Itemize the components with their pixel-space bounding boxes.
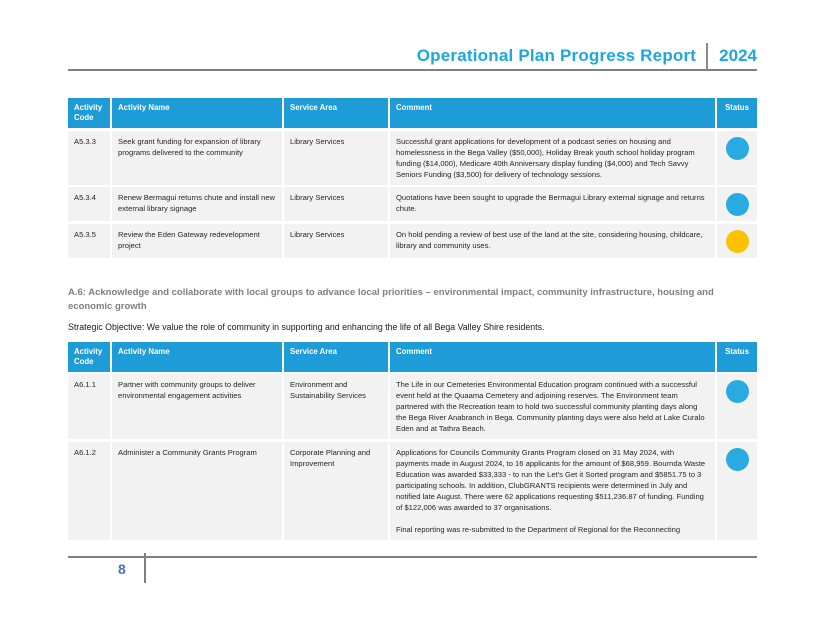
comment-cell: Successful grant applications for development of a podcast series on housing and homelessness in the Bega Valley ($50,000), Holiday Break youth school holiday program funding ($14,000), Medicare 40th Anniversary display funding ($4,000) and Tech Savvy Seniors Funding ($3,500) for delivery of technology sessions.: [390, 131, 715, 185]
progress-table-a5: [68, 98, 757, 258]
page-number: 8: [118, 561, 126, 577]
activity-code-cell: A5.3.3: [68, 131, 110, 185]
status-indicator-icon: [726, 193, 749, 216]
report-year: 2024: [719, 45, 757, 65]
table-row: [68, 187, 757, 221]
table-header-row: [68, 98, 757, 128]
comment-cell: The Life in our Cemeteries Environmental Education program continued with a successful event held at the Quaama Cemetery and adjoining reserves. The Environment team partnered with the Recreation team to hold two successful community planting days along the Bega River Anabranch in Bega. Community planting days were also held at Lake Curalo Eden and at Tathra Beach.: [390, 374, 715, 439]
report-header: [68, 42, 757, 69]
service-area-cell: Library Services: [284, 187, 388, 221]
activity-code-cell: A5.3.4: [68, 187, 110, 221]
status-cell: [717, 442, 757, 540]
column-header-comment: Comment: [390, 342, 715, 372]
comment-cell: On hold pending a review of best use of the land at the site, considering housing, childcare, library and community uses.: [390, 224, 715, 258]
comment-paragraph: Final reporting was re-submitted to the Department of Regional for the Reconnecting: [396, 524, 681, 534]
table-row: [68, 442, 757, 540]
status-indicator-icon: [726, 230, 749, 253]
header-divider: [706, 43, 708, 69]
table-row: [68, 374, 757, 439]
table-row: [68, 131, 757, 185]
status-cell: [717, 374, 757, 439]
column-header-activity-name: Activity Name: [112, 342, 282, 372]
status-indicator-icon: [726, 380, 749, 403]
strategic-objective: Strategic Objective: We value the role of community in supporting and enhancing the life of all Bega Valley Shire residents.: [68, 321, 545, 332]
service-area-cell: Corporate Planning and Improvement: [284, 442, 388, 540]
status-cell: [717, 224, 757, 258]
activity-code-cell: A6.1.2: [68, 442, 110, 540]
activity-name-cell: Renew Bermagui returns chute and install new external library signage: [112, 187, 282, 221]
status-cell: [717, 187, 757, 221]
column-header-status: Status: [717, 342, 757, 372]
column-header-activity-code: Activity Code: [68, 98, 110, 128]
footer-divider: [144, 553, 146, 583]
header-rule: [68, 69, 757, 71]
column-header-service-area: Service Area: [284, 342, 388, 372]
service-area-cell: Library Services: [284, 224, 388, 258]
table-header-row: [68, 342, 757, 372]
activity-name-cell: Partner with community groups to deliver environmental engagement activities: [112, 374, 282, 439]
activity-code-cell: A5.3.5: [68, 224, 110, 258]
table-row: [68, 224, 757, 258]
progress-table-a6: [68, 342, 757, 540]
activity-name-cell: Administer a Community Grants Program: [112, 442, 282, 540]
report-title: Operational Plan Progress Report: [416, 45, 697, 65]
page-content: [68, 98, 757, 540]
section-heading: A.6: Acknowledge and collaborate with local groups to advance local priorities – environmental impact, community infrastructure, housing and economic growth: [68, 286, 714, 312]
activity-name-cell: Seek grant funding for expansion of library programs delivered to the community: [112, 131, 282, 185]
activity-code-cell: A6.1.1: [68, 374, 110, 439]
footer-rule: [68, 556, 757, 558]
column-header-activity-code: Activity Code: [68, 342, 110, 372]
comment-cell: Quotations have been sought to upgrade the Bermagui Library external signage and returns chute.: [390, 187, 715, 221]
status-indicator-icon: [726, 448, 749, 471]
column-header-status: Status: [717, 98, 757, 128]
column-header-comment: Comment: [390, 98, 715, 128]
comment-paragraph: Applications for Councils Community Grants Program closed on 31 May 2024, with payments made in August 2024, to 16 applicants for the amount of $68,959. Bournda Waste Education was awarded $33,333 - to run the Let's Get it Sorted program and $5851.75 to 3 participating schools. In addition, ClubGRANTS recipients were determined in July and notified late August. There were 62 applications requesting $511,236.87 of funding. Funding of $122,006 was awarded to 37 organisations.: [396, 447, 706, 512]
service-area-cell: Environment and Sustainability Services: [284, 374, 388, 439]
comment-cell: [390, 442, 715, 540]
activity-name-cell: Review the Eden Gateway redevelopment project: [112, 224, 282, 258]
status-cell: [717, 131, 757, 185]
status-indicator-icon: [726, 137, 749, 160]
service-area-cell: Library Services: [284, 131, 388, 185]
column-header-activity-name: Activity Name: [112, 98, 282, 128]
column-header-service-area: Service Area: [284, 98, 388, 128]
